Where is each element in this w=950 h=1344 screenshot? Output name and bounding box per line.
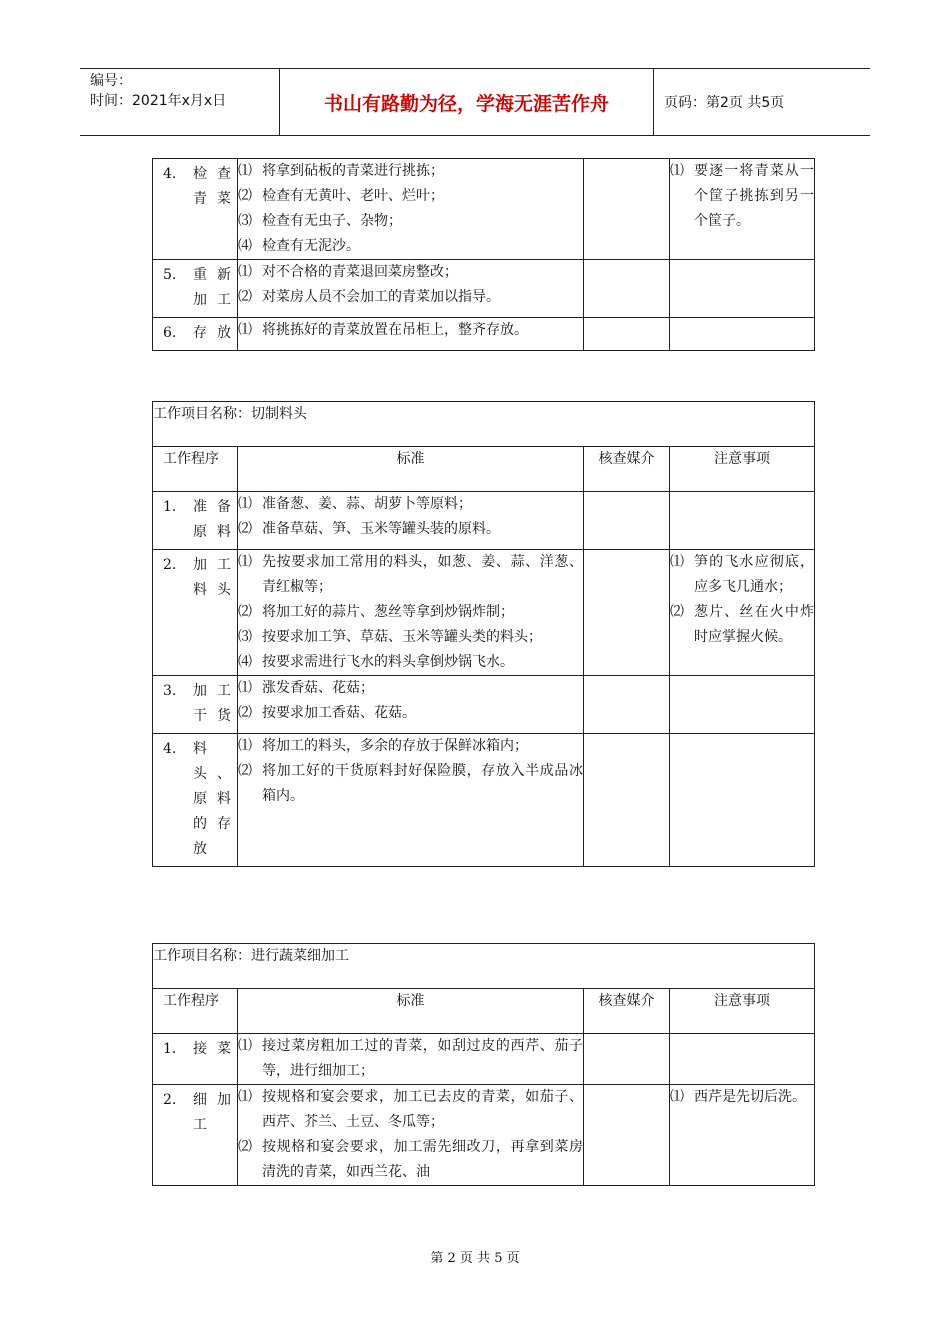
standard-item <box>238 517 583 542</box>
step-label <box>153 159 237 216</box>
check-media-cell <box>584 260 670 318</box>
header-procedure: 工作程序 <box>153 989 238 1034</box>
document-time-label: 时间：2021年x月x日 <box>90 93 227 109</box>
standard-item-text: 将拿到砧板的青菜进行挑拣； <box>262 163 444 179</box>
standard-item-number: ⑶ <box>238 213 252 229</box>
header-notes: 注意事项 <box>670 989 815 1034</box>
check-media-cell <box>584 676 670 734</box>
standard-cell <box>238 1034 584 1085</box>
table-title-row <box>153 402 815 447</box>
header-check-media: 核查媒介 <box>584 447 670 492</box>
check-media-cell <box>584 1034 670 1085</box>
standard-item <box>238 734 583 759</box>
notes-cell <box>670 1034 815 1085</box>
standard-item <box>238 159 583 184</box>
step-name: 料头、原料的存放 <box>193 741 231 857</box>
step-name: 存放 <box>193 325 231 341</box>
standard-item-text: 按规格和宴会要求，加工需先细改刀，再拿到菜房清洗的青菜，如西兰花、油 <box>262 1139 583 1180</box>
check-media-cell <box>584 492 670 550</box>
note-item-text: 笋的飞水应彻底，应多飞几通水； <box>694 554 814 595</box>
step-label <box>153 260 237 317</box>
note-item-number: ⑴ <box>670 554 684 570</box>
procedure-row <box>153 676 815 734</box>
standard-item <box>238 676 583 701</box>
note-item <box>670 550 814 600</box>
step-number: 2. <box>163 1092 177 1108</box>
standard-item <box>238 550 583 600</box>
standard-cell <box>238 492 584 550</box>
header-standard: 标准 <box>238 989 584 1034</box>
standard-item <box>238 492 583 517</box>
step-cell <box>153 676 238 734</box>
header-check-media: 核查媒介 <box>584 989 670 1034</box>
note-item <box>670 1085 814 1110</box>
standard-item-text: 按要求加工笋、草菇、玉米等罐头类的料头； <box>262 629 542 645</box>
note-item-text: 要逐一将青菜从一个筐子挑拣到另一个筐子。 <box>694 163 814 229</box>
step-cell <box>153 492 238 550</box>
standard-item <box>238 318 583 343</box>
step-label <box>153 1085 237 1142</box>
standard-item-text: 将加工好的干货原料封好保险膜，存放入半成品冰箱内。 <box>262 763 583 804</box>
standard-item-text: 按要求需进行飞水的料头拿倒炒锅飞水。 <box>262 654 514 670</box>
check-media-cell <box>584 1085 670 1186</box>
note-item-text: 葱片、丝在火中炸时应掌握火候。 <box>694 604 814 645</box>
notes-cell <box>670 1085 815 1186</box>
standard-item-text: 将加工好的蒜片、葱丝等拿到炒锅炸制； <box>262 604 514 620</box>
step-number: 5. <box>163 267 177 283</box>
standard-cell <box>238 260 584 318</box>
standard-item-text: 将加工的料头，多余的存放于保鲜冰箱内； <box>262 738 528 754</box>
standard-item-number: ⑴ <box>238 496 252 512</box>
header-meta <box>80 69 280 135</box>
standard-item <box>238 600 583 625</box>
standard-item-text: 接过菜房粗加工过的青菜，如刮过皮的西芹、茄子等，进行细加工； <box>262 1038 583 1079</box>
procedure-row <box>153 492 815 550</box>
standard-item <box>238 1135 583 1185</box>
standard-item <box>238 209 583 234</box>
standard-item-text: 检查有无黄叶、老叶、烂叶； <box>262 188 444 204</box>
standard-item <box>238 759 583 809</box>
standard-item-number: ⑶ <box>238 629 252 645</box>
procedure-row <box>153 318 815 351</box>
header-page-label: 页码：第2页 共5页 <box>664 95 785 111</box>
step-number: 4. <box>163 166 177 182</box>
standard-item-number: ⑵ <box>238 289 252 305</box>
page-footer: 第 2 页 共 5 页 <box>430 1251 520 1266</box>
procedure-row <box>153 734 815 867</box>
step-name: 细加工 <box>193 1092 231 1133</box>
standard-item-number: ⑴ <box>238 322 252 338</box>
standard-item <box>238 701 583 726</box>
header-motto: 书山有路勤为径，学海无涯苦作舟 <box>280 69 654 135</box>
procedure-table-vegetable-fine-processing <box>152 943 815 1186</box>
step-label <box>153 318 237 350</box>
table-title: 工作项目名称：切制料头 <box>153 402 815 447</box>
procedure-table-cut-ingredients <box>152 401 815 867</box>
procedure-row <box>153 260 815 318</box>
standard-item-text: 准备葱、姜、蒜、胡萝卜等原料； <box>262 496 472 512</box>
standard-item <box>238 650 583 675</box>
step-name: 接菜 <box>193 1041 231 1057</box>
header-procedure: 工作程序 <box>153 447 238 492</box>
standard-item-text: 将挑拣好的青菜放置在吊柜上，整齐存放。 <box>262 322 528 338</box>
step-cell <box>153 159 238 260</box>
header-notes: 注意事项 <box>670 447 815 492</box>
step-label <box>153 1034 237 1066</box>
standard-item-text: 对不合格的青菜退回菜房整改； <box>262 264 458 280</box>
step-number: 6. <box>163 325 177 341</box>
standard-item <box>238 234 583 259</box>
step-name: 加工料头 <box>193 557 231 598</box>
standard-item-number: ⑴ <box>238 680 252 696</box>
procedure-table-continued <box>152 158 815 351</box>
standard-item <box>238 184 583 209</box>
standard-item <box>238 1034 583 1084</box>
step-name: 加工干货 <box>193 683 231 724</box>
notes-cell <box>670 318 815 351</box>
notes-cell <box>670 492 815 550</box>
standard-item-number: ⑴ <box>238 738 252 754</box>
standard-item-text: 对菜房人员不会加工的青菜加以指导。 <box>262 289 500 305</box>
step-name: 重新加工 <box>193 267 231 308</box>
step-cell <box>153 1034 238 1085</box>
standard-item <box>238 625 583 650</box>
procedure-row <box>153 550 815 676</box>
check-media-cell <box>584 318 670 351</box>
standard-cell <box>238 550 584 676</box>
note-item-text: 西芹是先切后洗。 <box>694 1089 806 1105</box>
standard-item-number: ⑵ <box>238 1139 252 1155</box>
document-number-label: 编号： <box>90 73 132 89</box>
step-number: 1. <box>163 499 177 515</box>
standard-item-number: ⑷ <box>238 238 252 254</box>
standard-item-text: 先按要求加工常用的料头，如葱、姜、蒜、洋葱、青红椒等； <box>262 554 583 595</box>
step-label <box>153 734 237 866</box>
step-number: 2. <box>163 557 177 573</box>
note-item-number: ⑴ <box>670 1089 684 1105</box>
step-label <box>153 550 237 607</box>
check-media-cell <box>584 550 670 676</box>
note-item <box>670 600 814 650</box>
page-header <box>80 68 870 136</box>
standard-item-number: ⑵ <box>238 604 252 620</box>
standard-cell <box>238 734 584 867</box>
standard-item-text: 按规格和宴会要求，加工已去皮的青菜，如茄子、西芹、芥兰、土豆、冬瓜等； <box>262 1089 583 1130</box>
standard-cell <box>238 318 584 351</box>
standard-item-text: 按要求加工香菇、花菇。 <box>262 705 416 721</box>
standard-cell <box>238 159 584 260</box>
standard-item-number: ⑵ <box>238 763 252 779</box>
table-title-row <box>153 944 815 989</box>
standard-item-text: 检查有无虫子、杂物； <box>262 213 402 229</box>
notes-cell <box>670 550 815 676</box>
note-item-number: ⑴ <box>670 163 684 179</box>
step-cell <box>153 1085 238 1186</box>
standard-cell <box>238 676 584 734</box>
step-name: 准备原料 <box>193 499 231 540</box>
notes-cell <box>670 260 815 318</box>
standard-item-text: 涨发香菇、花菇； <box>262 680 374 696</box>
check-media-cell <box>584 734 670 867</box>
notes-cell <box>670 676 815 734</box>
standard-item-number: ⑵ <box>238 705 252 721</box>
standard-item-number: ⑷ <box>238 654 252 670</box>
step-cell <box>153 550 238 676</box>
standard-item <box>238 260 583 285</box>
notes-cell <box>670 159 815 260</box>
standard-item <box>238 285 583 310</box>
note-item-number: ⑵ <box>670 604 684 620</box>
procedure-row <box>153 159 815 260</box>
standard-item-number: ⑴ <box>238 1038 252 1054</box>
procedure-row <box>153 1034 815 1085</box>
table-header-row <box>153 989 815 1034</box>
notes-cell <box>670 734 815 867</box>
step-cell <box>153 318 238 351</box>
table-header-row <box>153 447 815 492</box>
step-label <box>153 676 237 733</box>
table-title: 工作项目名称：进行蔬菜细加工 <box>153 944 815 989</box>
step-number: 3. <box>163 683 177 699</box>
standard-item-number: ⑴ <box>238 554 252 570</box>
step-number: 1. <box>163 1041 177 1057</box>
step-cell <box>153 260 238 318</box>
standard-item-text: 检查有无泥沙。 <box>262 238 360 254</box>
standard-item-text: 准备草菇、笋、玉米等罐头装的原料。 <box>262 521 500 537</box>
standard-item-number: ⑴ <box>238 264 252 280</box>
standard-item <box>238 1085 583 1135</box>
step-cell <box>153 734 238 867</box>
standard-item-number: ⑴ <box>238 163 252 179</box>
check-media-cell <box>584 159 670 260</box>
standard-item-number: ⑵ <box>238 188 252 204</box>
step-name: 检查青菜 <box>193 166 231 207</box>
procedure-row <box>153 1085 815 1186</box>
standard-item-number: ⑴ <box>238 1089 252 1105</box>
standard-cell <box>238 1085 584 1186</box>
note-item <box>670 159 814 234</box>
header-standard: 标准 <box>238 447 584 492</box>
standard-item-number: ⑵ <box>238 521 252 537</box>
step-label <box>153 492 237 549</box>
step-number: 4. <box>163 741 177 757</box>
